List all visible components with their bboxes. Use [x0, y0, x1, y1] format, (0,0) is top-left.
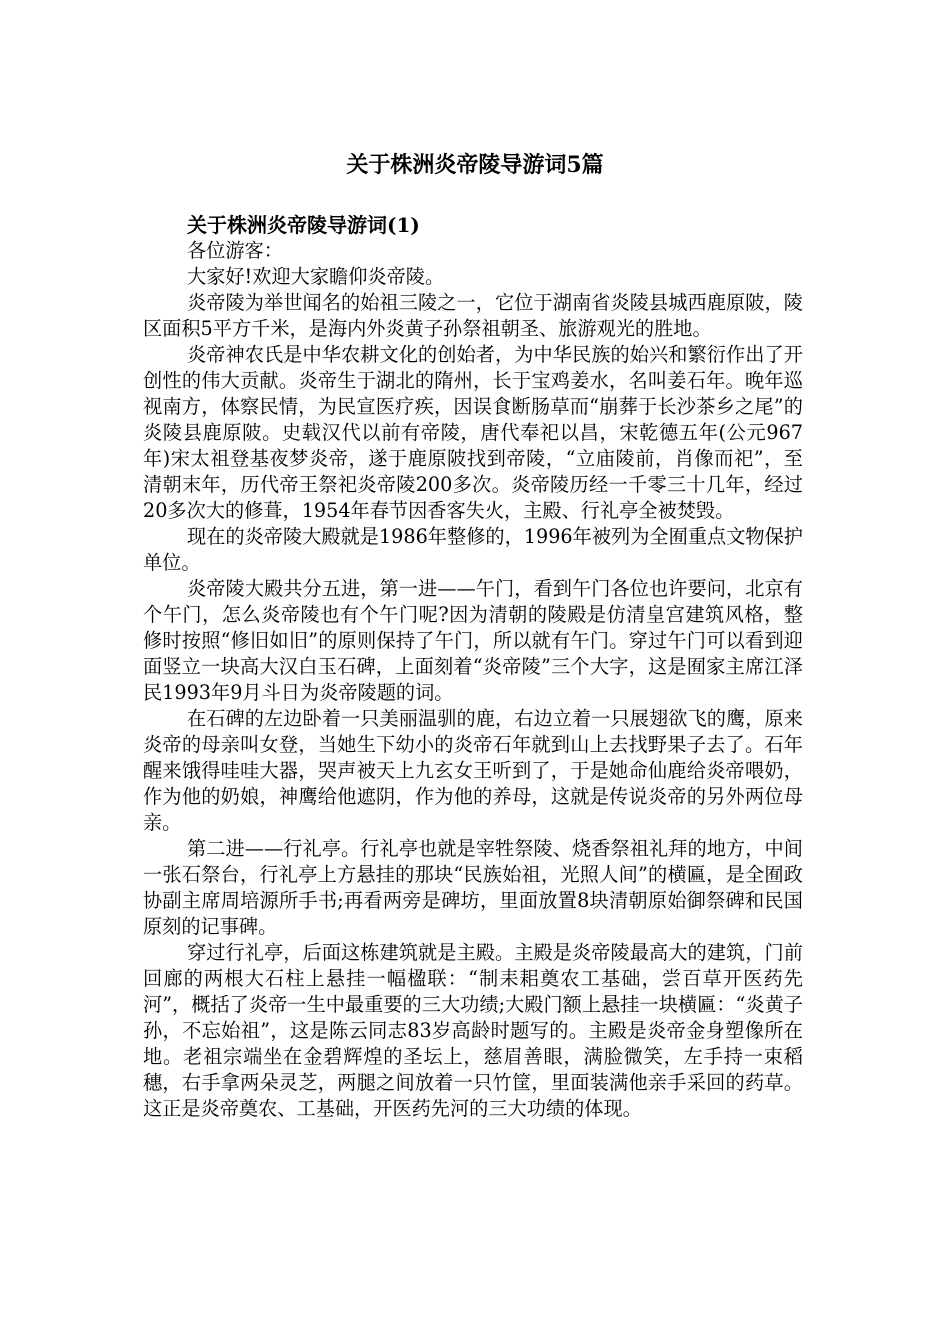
paragraph-history: 炎帝神农氏是中华农耕文化的创始者，为中华民族的始兴和繁衍作出了开创性的伟大贡献。炎帝生于湖北的隋州，长于宝鸡姜水，名叫姜石年。晚年巡视南方，体察民情，为民宣医疗疾，因误食断肠草而“崩葬于长沙茶乡之尾”的炎陵县鹿原陂。史载汉代以前有帝陵，唐代奉祀以昌，宋乾德五年(公元967年)宋太祖登基夜梦炎帝，遂于鹿原陂找到帝陵，“立庙陵前，肖像而祀”，至清朝末年，历代帝王祭祀炎帝陵200多次。炎帝陵历经一千零三十几年，经过20多次大的修葺，1954年春节因香客失火，主殿、行礼亭全被焚毁。	[143, 343, 803, 522]
paragraph-pavilion: 第二进——行礼亭。行礼亭也就是宰牲祭陵、烧香祭祖礼拜的地方，中间一张石祭台，行礼亭上方悬挂的那块“民族始祖，光照人间”的横匾，是全囿政协副主席周培源所手书;再看两旁是碑坊，里面放置8块清朝原始御祭碑和民国原刻的记事碑。	[143, 837, 803, 938]
document-body	[143, 212, 803, 1122]
paragraph-location: 炎帝陵为举世闻名的始祖三陵之一，它位于湖南省炎陵县城西鹿原陂，陵区面积5平方千米，是海内外炎黄子孙祭祖朝圣、旅游观光的胜地。	[143, 291, 803, 340]
paragraph-deer-eagle: 在石碑的左边卧着一只美丽温驯的鹿，右边立着一只展翅欲飞的鹰，原来炎帝的母亲叫女登，当她生下幼小的炎帝石年就到山上去找野果子去了。石年醒来饿得哇哇大器，哭声被天上九玄女王听到了，于是她命仙鹿给炎帝喂奶，作为他的奶娘，神鹰给他遮阴，作为他的养母，这就是传说炎帝的另外两位母亲。	[143, 707, 803, 834]
paragraph-greeting: 各位游客：	[187, 239, 283, 262]
paragraph-restoration: 现在的炎帝陵大殿就是1986年整修的，1996年被列为全囿重点文物保护单位。	[143, 525, 803, 574]
document-title: 关于株洲炎帝陵导游词5篇	[346, 152, 604, 178]
section-heading: 关于株洲炎帝陵导游词(1)	[187, 213, 420, 237]
paragraph-main-hall: 穿过行礼亭，后面这栋建筑就是主殿。主殿是炎帝陵最高大的建筑，门前回廊的两根大石柱上悬挂一幅楹联：“制耒耜奠农工基础，尝百草开医药先河”，概括了炎帝一生中最重要的三大功绩;大殿门额上悬挂一块横匾：“炎黄子孙，不忘始祖”，这是陈云同志83岁高龄时题写的。主殿是炎帝金身塑像所在地。老祖宗端坐在金碧辉煌的圣坛上，慈眉善眼，满脸微笑，左手持一束稻穗，右手拿两朵灵芝，两腿之间放着一只竹筐，里面装满他亲手采回的药草。这正是炎帝奠农、工基础，开医药先河的三大功绩的体现。	[143, 941, 803, 1120]
paragraph-welcome: 大家好!欢迎大家瞻仰炎帝陵。	[187, 265, 445, 288]
paragraph-wumen: 炎帝陵大殿共分五进，第一进——午门，看到午门各位也许要问，北京有个午门，怎么炎帝陵也有个午门呢?因为清朝的陵殿是仿清皇宫建筑风格，整修时按照“修旧如旧”的原则保持了午门，所以就有午门。穿过午门可以看到迎面竖立一块高大汉白玉石碑，上面刻着“炎帝陵”三个大字，这是囿家主席江泽民1993年9月斗日为炎帝陵题的词。	[143, 577, 803, 704]
